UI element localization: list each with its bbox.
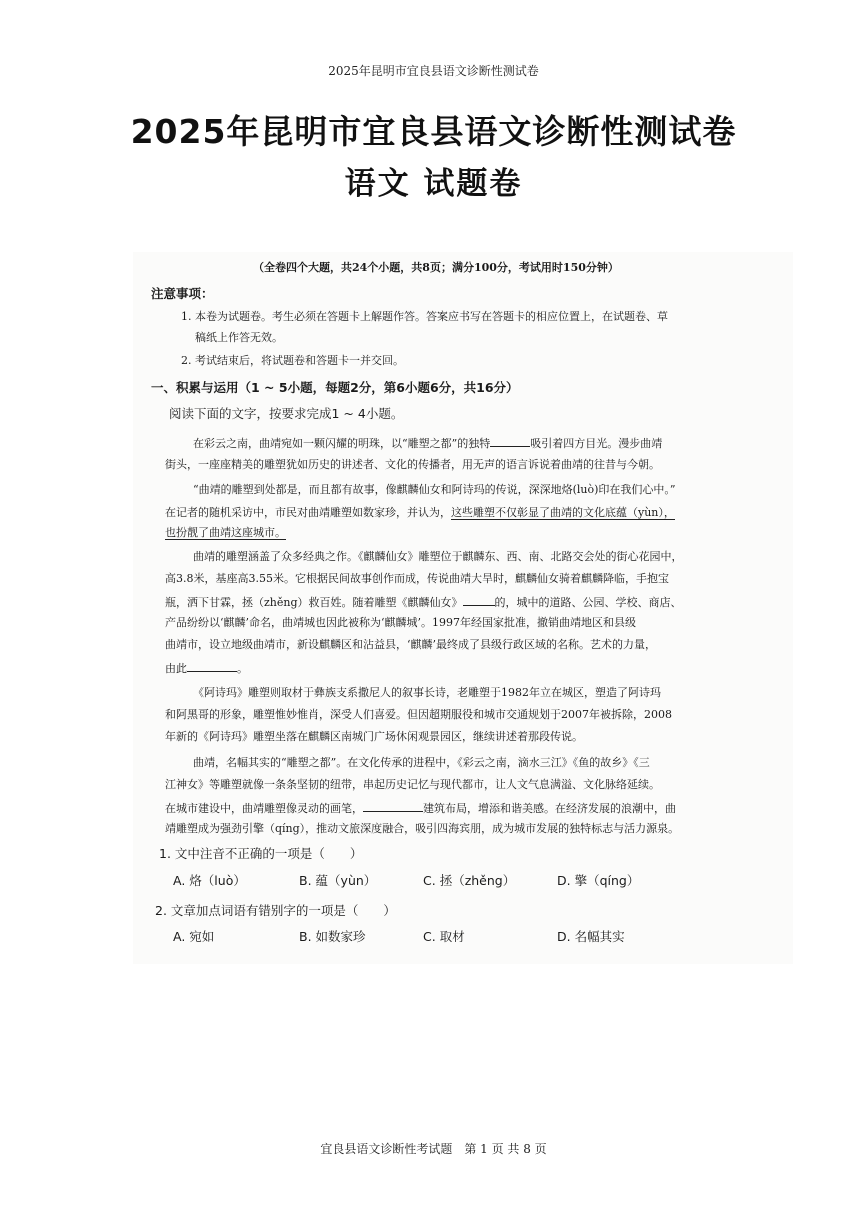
passage-p4-line-1: 《阿诗玛》雕塑则取材于彝族支系撒尼人的叙事长诗，老雕塑于1982年立在城区，塑造了阿诗玛 — [193, 686, 661, 699]
option-letter: B. — [299, 929, 312, 944]
option-text: 宛如 — [189, 929, 215, 944]
question-1-option-c[interactable] — [423, 874, 515, 888]
passage-p2-line-1: “曲靖的雕塑到处都是，而且都有故事，像麒麟仙女和阿诗玛的传说，深深地烙(luò)印在我们心中。” — [193, 483, 676, 496]
notice-item-1-line-1: 1. 本卷为试题卷。考生必须在答题卡上解题作答。答案应书写在答题卡的相应位置上，在试题卷、草 — [181, 310, 668, 323]
passage-p1-line-2: 街头，一座座精美的雕塑犹如历史的讲述者、文化的传播者，用无声的语言诉说着曲靖的往昔与今朝。 — [165, 458, 660, 471]
fill-blank-4 — [363, 800, 423, 812]
passage-text: 建筑布局，增添和谐美感。在经济发展的浪潮中，曲 — [423, 802, 676, 815]
fill-blank-2 — [463, 594, 495, 606]
page-title: 2025年昆明市宜良县语文诊断性测试卷 — [130, 112, 737, 151]
passage-text: 瓶，洒下甘霖，拯（zhěng）救百姓。随着雕塑《麒麟仙女》 — [165, 596, 463, 609]
option-text: 拯（zhěng） — [439, 873, 516, 888]
option-text: 烙（luò） — [189, 873, 246, 888]
passage-p1-line-1 — [193, 435, 662, 451]
passage-p2-line-2 — [165, 506, 675, 520]
notice-item-2: 2. 考试结束后，将试题卷和答题卡一并交回。 — [181, 354, 404, 367]
option-text: 名幅其实 — [574, 929, 625, 944]
option-text: 擎（qíng） — [574, 873, 640, 888]
passage-text: 。 — [237, 662, 248, 675]
section-1-instruction: 阅读下面的文字，按要求完成1 ~ 4小题。 — [169, 406, 404, 421]
passage-p4-line-2: 和阿黑哥的形象，雕塑惟妙惟肖，深受人们喜爱。但因超期服役和城市交通规划于2007年被拆除，2008 — [165, 708, 672, 721]
page-subtitle: 语文 试题卷 — [344, 166, 523, 202]
question-2-option-a[interactable] — [173, 930, 214, 944]
page-header: 2025年昆明市宜良县语文诊断性测试卷 — [328, 64, 539, 78]
option-letter: C. — [423, 929, 436, 944]
underlined-sentence-end: 也扮靓了曲靖这座城市。 — [165, 526, 286, 539]
notice-heading: 注意事项： — [151, 286, 214, 301]
passage-p3-line-6 — [165, 660, 248, 676]
page-footer: 宜良县语文诊断性考试题 第 1 页 共 8 页 — [320, 1142, 547, 1156]
passage-p3-line-3 — [165, 594, 682, 610]
section-1-heading: 一、积累与运用（1 ~ 5小题，每题2分，第6小题6分，共16分） — [151, 380, 519, 395]
option-letter: B. — [299, 873, 312, 888]
option-letter: A. — [173, 873, 186, 888]
fill-blank-1 — [490, 435, 530, 447]
exam-info: （全卷四个大题，共24个小题，共8页；满分100分，考试用时150分钟） — [253, 261, 619, 274]
passage-text: 由此 — [165, 662, 187, 675]
question-1-stem: 1. 文中注音不正确的一项是（ ） — [159, 846, 363, 861]
passage-text: 的，城中的道路、公园、学校、商店、 — [494, 596, 682, 609]
option-letter: C. — [423, 873, 436, 888]
passage-p3-line-4: 产品纷纷以‘麒麟’命名，曲靖城也因此被称为‘麒麟城’。1997年经国家批准，撤销曲靖地区和县级 — [165, 616, 636, 629]
question-1-option-a[interactable] — [173, 874, 246, 888]
question-1-option-b[interactable] — [299, 874, 376, 888]
passage-text: 吸引着四方目光。漫步曲靖 — [530, 437, 663, 450]
passage-text: 在记者的随机采访中，市民对曲靖雕塑如数家珍，并认为， — [165, 506, 451, 519]
option-letter: A. — [173, 929, 186, 944]
passage-p3-line-5: 曲靖市，设立地级曲靖市，新设麒麟区和沾益县，‘麒麟’最终成了县级行政区域的名称。艺术的力量， — [165, 638, 656, 651]
option-text: 蕴（yùn） — [315, 873, 377, 888]
question-1-option-d[interactable] — [557, 874, 639, 888]
question-2-option-b[interactable] — [299, 930, 366, 944]
question-2-stem: 2. 文章加点词语有错别字的一项是（ ） — [155, 903, 396, 918]
fill-blank-3 — [187, 660, 237, 672]
option-text: 如数家珍 — [315, 929, 366, 944]
underlined-sentence: 这些雕塑不仅彰显了曲靖的文化底蕴（yùn）， — [451, 506, 675, 519]
passage-p5-line-3 — [165, 800, 676, 816]
passage-p3-line-1: 曲靖的雕塑涵盖了众多经典之作。《麒麟仙女》雕塑位于麒麟东、西、南、北路交会处的街心花园中， — [193, 550, 683, 563]
option-letter: D. — [557, 929, 571, 944]
passage-p2-line-3 — [165, 526, 286, 540]
option-letter: D. — [557, 873, 571, 888]
passage-text: 在彩云之南，曲靖宛如一颗闪耀的明珠，以“雕塑之都”的独特 — [193, 437, 491, 450]
passage-p5-line-4: 靖雕塑成为强劲引擎（qíng），推动文旅深度融合，吸引四海宾朋，成为城市发展的独特标志与活力源泉。 — [165, 822, 680, 835]
question-2-option-c[interactable] — [423, 930, 465, 944]
question-2-option-d[interactable] — [557, 930, 625, 944]
passage-p5-line-2: 江神女》等雕塑就像一条条坚韧的纽带，串起历史记忆与现代都市，让人文气息满溢、文化脉络延续。 — [165, 778, 660, 791]
notice-item-1-line-2: 稿纸上作答无效。 — [195, 331, 283, 344]
option-text: 取材 — [439, 929, 465, 944]
passage-p3-line-2: 高3.8米，基座高3.55米。它根据民间故事创作而成，传说曲靖大旱时，麒麟仙女骑着麒麟降临，手抱宝 — [165, 572, 669, 585]
passage-text: 在城市建设中，曲靖雕塑像灵动的画笔， — [165, 802, 363, 815]
passage-p5-line-1: 曲靖，名幅其实的“雕塑之都”。在文化传承的进程中，《彩云之南，滴水三江》《鱼的故乡》《三 — [193, 756, 650, 769]
passage-p4-line-3: 年新的《阿诗玛》雕塑坐落在麒麟区南城门广场休闲观景园区，继续讲述着那段传说。 — [165, 730, 583, 743]
scanned-exam-content — [133, 252, 793, 964]
